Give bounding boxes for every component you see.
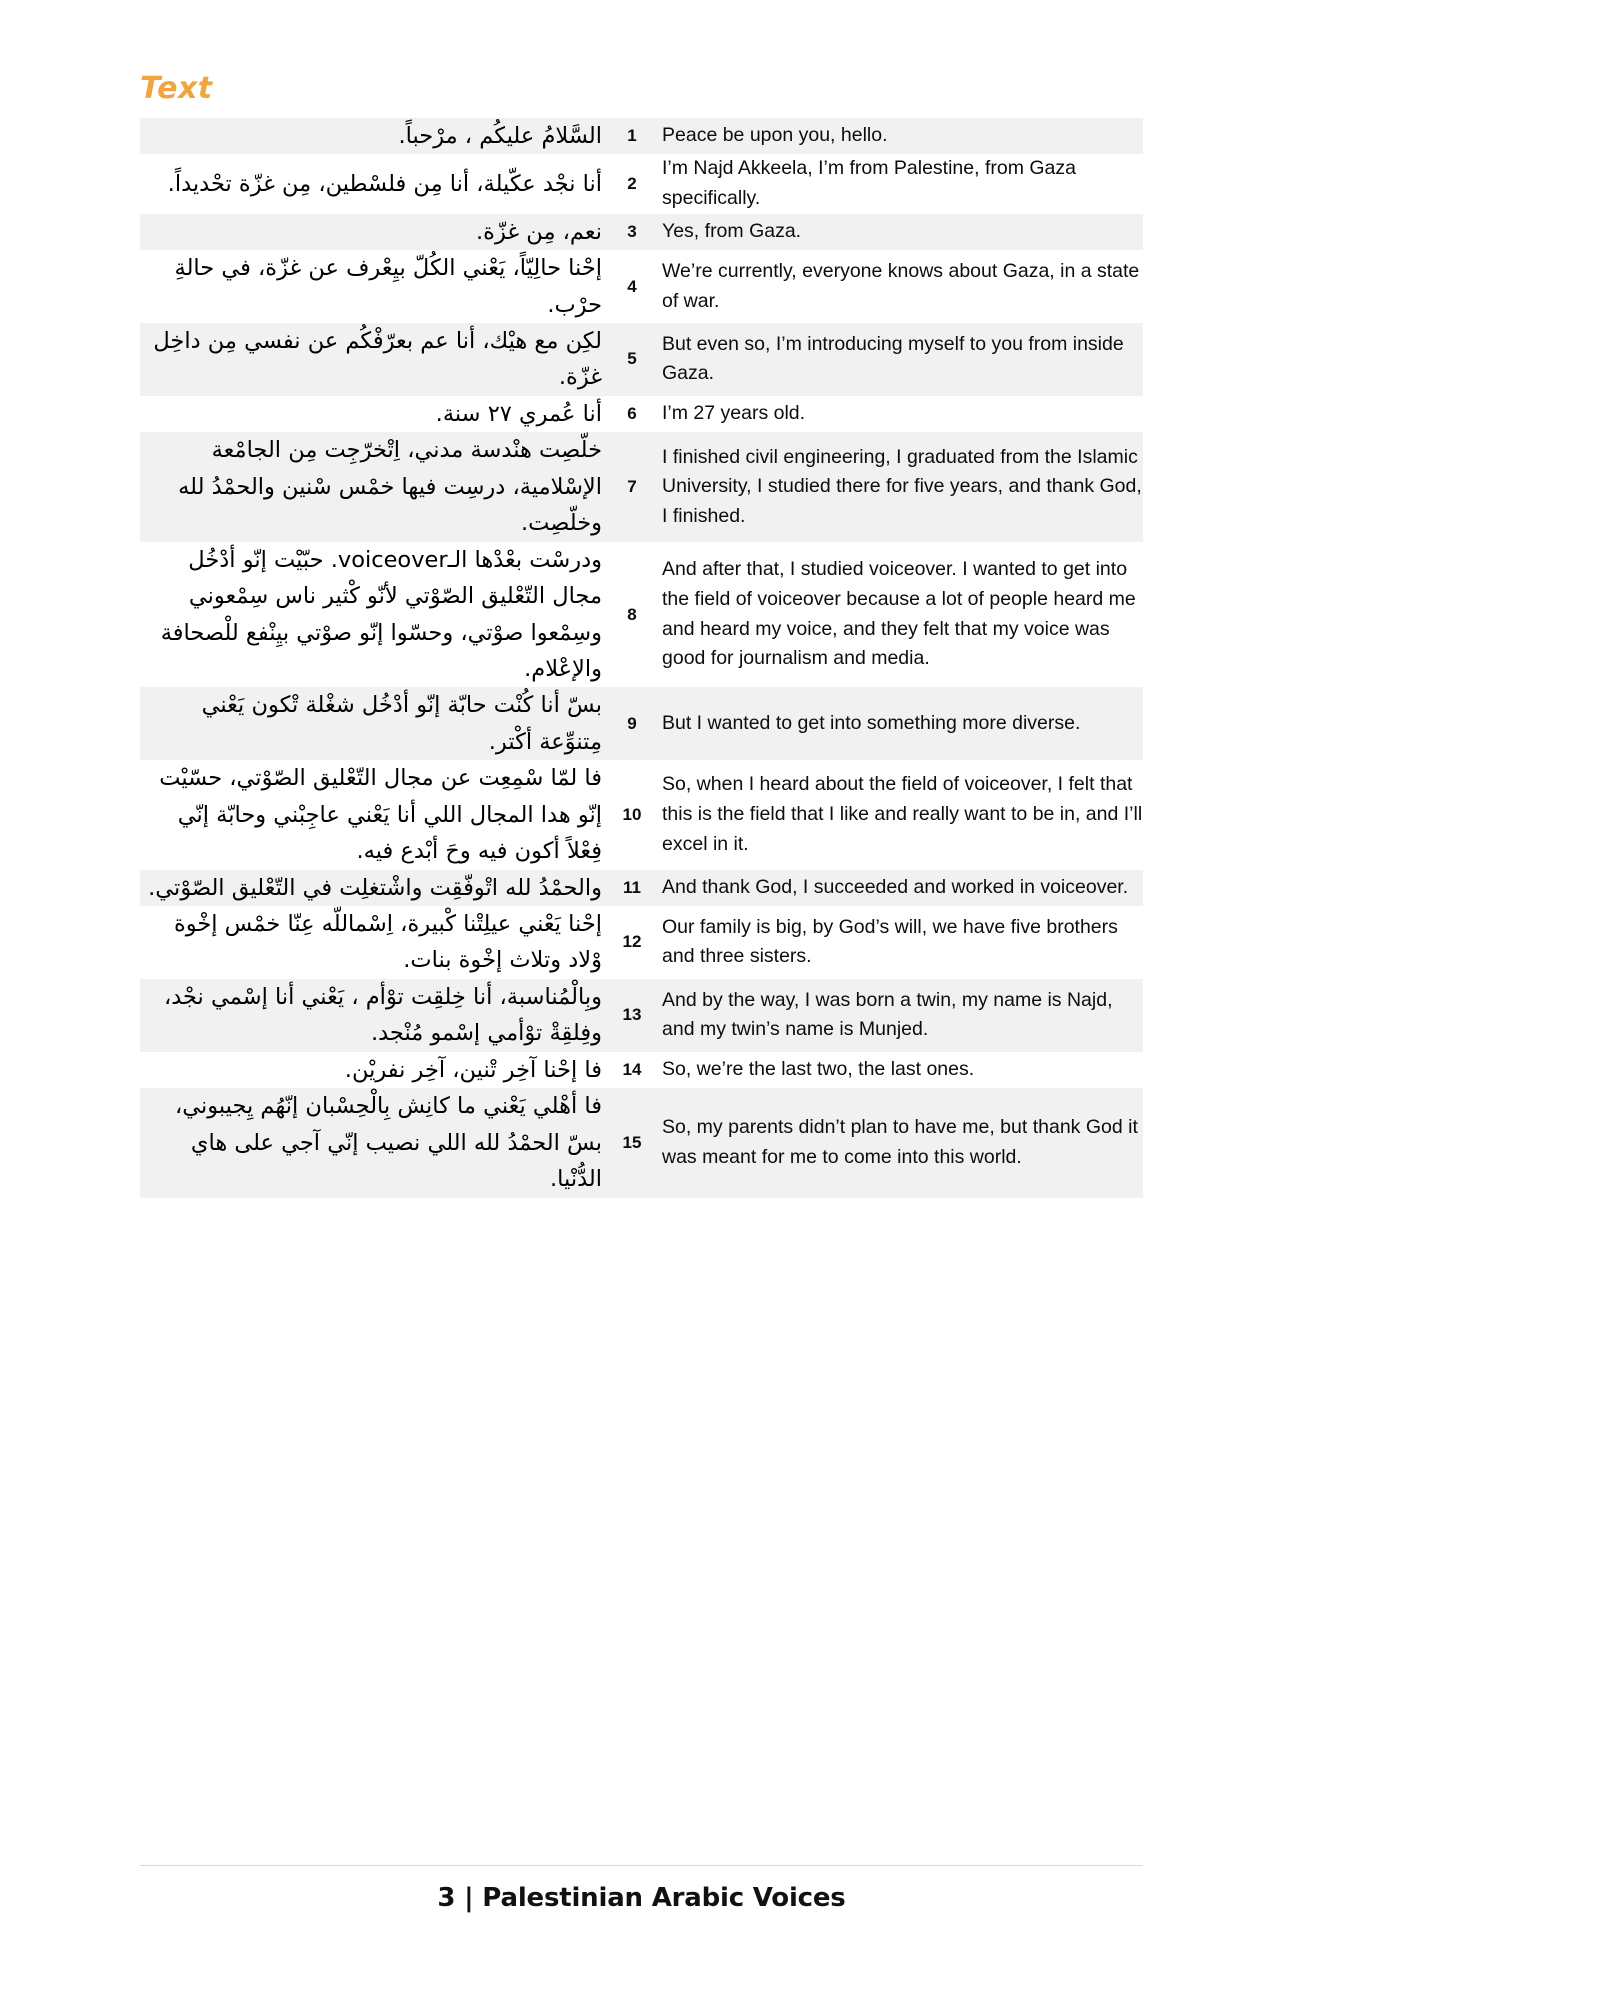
english-cell: I’m 27 years old.: [662, 402, 806, 425]
english-cell: But even so, I’m introducing myself to you from inside Gaza.: [662, 332, 1124, 385]
arabic-cell: السلام عليكم ، مرحبا.: [398, 123, 602, 149]
row-number-cell: 14: [622, 1059, 642, 1079]
transcript-table: [140, 118, 1143, 1198]
arabic-cell: أنا عمري ٢٧ سنة.: [435, 400, 602, 427]
english-cell: Yes, from Gaza.: [662, 220, 802, 243]
english-cell: But I wanted to get into something more diverse.: [662, 712, 1081, 734]
arabic-cell: فا أهلي يعني ما كانش بالحسبان إنهم يجيبوني، بس الحمد لله اللي نصيب إني آجي على هاي الدنيا.: [174, 1093, 602, 1193]
english-cell: So, we’re the last two, the last ones.: [662, 1058, 975, 1081]
table-row: [140, 687, 1143, 760]
arabic-cell: ودرست بعدها الـvoiceover. حبيت إنو أدخل مجال التعليق الصوتي لأنو كثير ناس سمعوني وسمعوا صوتي، وحسوا إنو صوتي بينفع للصحافة والإعلام.: [160, 546, 602, 682]
table-row: [140, 870, 1143, 906]
arabic-cell: إحنا حاليا، يعني الكل بيعرف عن غزة، في حالة حرب.: [174, 255, 602, 318]
english-cell: I finished civil engineering, I graduated from the Islamic University, I studied there for five years, and thank God, I finished.: [662, 445, 1142, 527]
arabic-cell: بس أنا كنت حابة إنو أدخل شغلة تكون يعني متنوعة أكتر.: [201, 692, 602, 755]
table-row: [140, 906, 1143, 979]
table-row: [140, 214, 1143, 250]
arabic-cell: نعم، من غزة.: [476, 218, 602, 245]
row-number-cell: 4: [627, 276, 637, 296]
english-cell: We’re currently, everyone knows about Gaza, in a state of war.: [662, 259, 1140, 312]
english-cell: And after that, I studied voiceover. I wanted to get into the field of voiceover because a lot of people heard me and heard my voice, and they felt that my voice was good for journalism and media.: [662, 558, 1136, 670]
arabic-cell: أنا نجد عكيلة، أنا من فلسطين، من غزة تحديدا.: [167, 170, 602, 197]
row-number-cell: 13: [622, 1005, 642, 1025]
arabic-cell: فا لما سمعت عن مجال التعليق الصوتي، حسيت إنو هدا المجال اللي أنا يعني عاجبني وحابة إني فعلا أكون فيه وح أبدع فيه.: [159, 765, 602, 865]
row-number-cell: 15: [622, 1132, 642, 1152]
row-number-cell: 10: [622, 804, 642, 824]
arabic-cell: إحنا يعني عيلتنا كبيرة، اسمالله عنا خمس إخوة ولاد وتلاث إخوة بنات.: [173, 911, 602, 974]
row-number-cell: 9: [627, 713, 637, 733]
table-row: [140, 396, 1143, 432]
row-number-cell: 7: [627, 476, 637, 496]
table-row: [140, 1088, 1143, 1197]
row-number-cell: 12: [622, 932, 642, 952]
footer-label: 3 | Palestinian Arabic Voices: [437, 1883, 846, 1913]
arabic-cell: وبالمناسبة، أنا خلقت توأم ، يعني أنا إسمي نجد، وفلقة توأمي إسمو منجد.: [163, 983, 602, 1047]
row-number-cell: 3: [627, 221, 637, 241]
transcript-table-body: [140, 118, 1143, 1198]
english-cell: So, my parents didn’t plan to have me, but thank God it was meant for me to come into this world.: [662, 1116, 1138, 1168]
table-row: [140, 1052, 1143, 1088]
arabic-cell: فا إحنا آخر تنين، آخر نفرين.: [344, 1056, 602, 1083]
table-row: [140, 979, 1143, 1052]
footer-divider: [140, 1865, 1143, 1866]
english-cell: Our family is big, by God’s will, we have five brothers and three sisters.: [662, 915, 1118, 968]
table-row: [140, 250, 1143, 323]
row-number-cell: 8: [627, 604, 637, 624]
row-number-cell: 11: [623, 877, 641, 897]
table-row: [140, 118, 1143, 154]
row-number-cell: 2: [627, 174, 637, 194]
english-cell: And by the way, I was born a twin, my name is Najd, and my twin’s name is Munjed.: [662, 988, 1113, 1041]
arabic-cell: والحمد لله اتوفقت واشتغلت في التعليق الصوتي.: [148, 874, 602, 901]
row-number-cell: 1: [627, 126, 637, 146]
english-cell: So, when I heard about the field of voiceover, I felt that this is the field that I like and really want to be in, and I’ll excel in it.: [662, 773, 1143, 855]
table-row: [140, 154, 1143, 213]
table-row: [140, 323, 1143, 396]
arabic-cell: خلصت هندسة مدني، اتخرجت من الجامعة الإسلامية، درست فيها خمس سنين والحمد لله وخلصت.: [178, 437, 602, 537]
arabic-cell: لكن مع هيك، أنا عم بعرفكم عن نفسي من داخل غزة.: [153, 328, 602, 391]
english-cell: I’m Najd Akkeela, I’m from Palestine, from Gaza specifically.: [662, 157, 1076, 210]
english-cell: And thank God, I succeeded and worked in voiceover.: [662, 875, 1129, 898]
table-row: [140, 542, 1143, 688]
table-row: [140, 760, 1143, 869]
row-number-cell: 5: [627, 349, 637, 369]
english-cell: Peace be upon you, hello.: [662, 124, 888, 147]
row-number-cell: 6: [627, 404, 637, 424]
table-row: [140, 432, 1143, 541]
page-title: Text: [140, 71, 213, 106]
